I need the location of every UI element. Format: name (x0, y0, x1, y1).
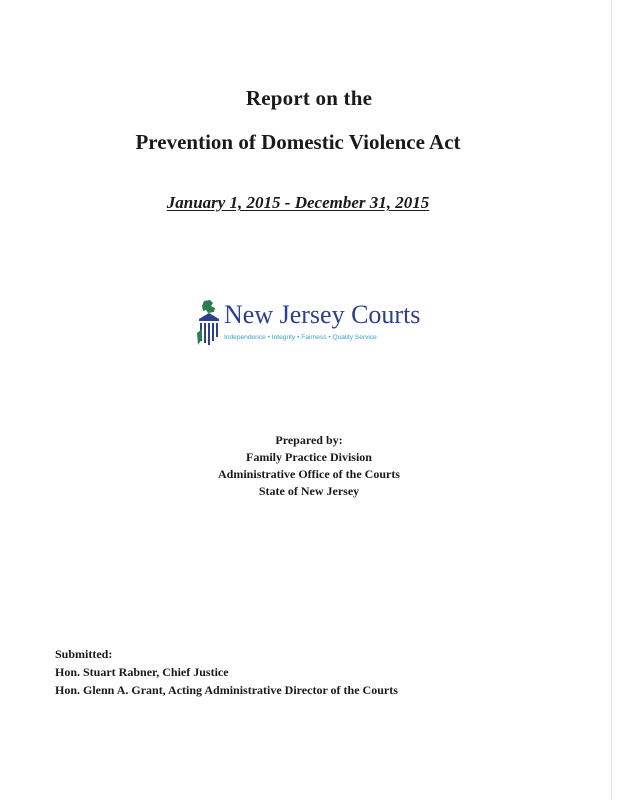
report-title-line2: Prevention of Domestic Violence Act (135, 130, 461, 154)
prepared-by-block (0, 432, 618, 500)
date-range: January 1, 2015 - December 31, 2015 (166, 193, 430, 212)
logo-name: New Jersey Courts (224, 300, 421, 329)
prepared-by-label: Prepared by: (275, 433, 343, 447)
submitted-administrative-director: Hon. Glenn A. Grant, Acting Administrative Director of the Courts (55, 683, 398, 697)
submitted-block (55, 645, 398, 699)
prepared-by-state: State of New Jersey (258, 484, 360, 498)
courthouse-emblem-icon (196, 299, 222, 349)
nj-courts-logo (196, 297, 421, 353)
logo-tagline: Independence • Integrity • Fairness • Quality Service (224, 334, 377, 341)
submitted-label: Submitted: (55, 647, 113, 661)
prepared-by-division: Family Practice Division (246, 450, 372, 464)
report-title-line1: Report on the (245, 86, 373, 110)
page-edge (611, 0, 612, 800)
submitted-chief-justice: Hon. Stuart Rabner, Chief Justice (55, 665, 229, 679)
prepared-by-office: Administrative Office of the Courts (218, 467, 400, 481)
